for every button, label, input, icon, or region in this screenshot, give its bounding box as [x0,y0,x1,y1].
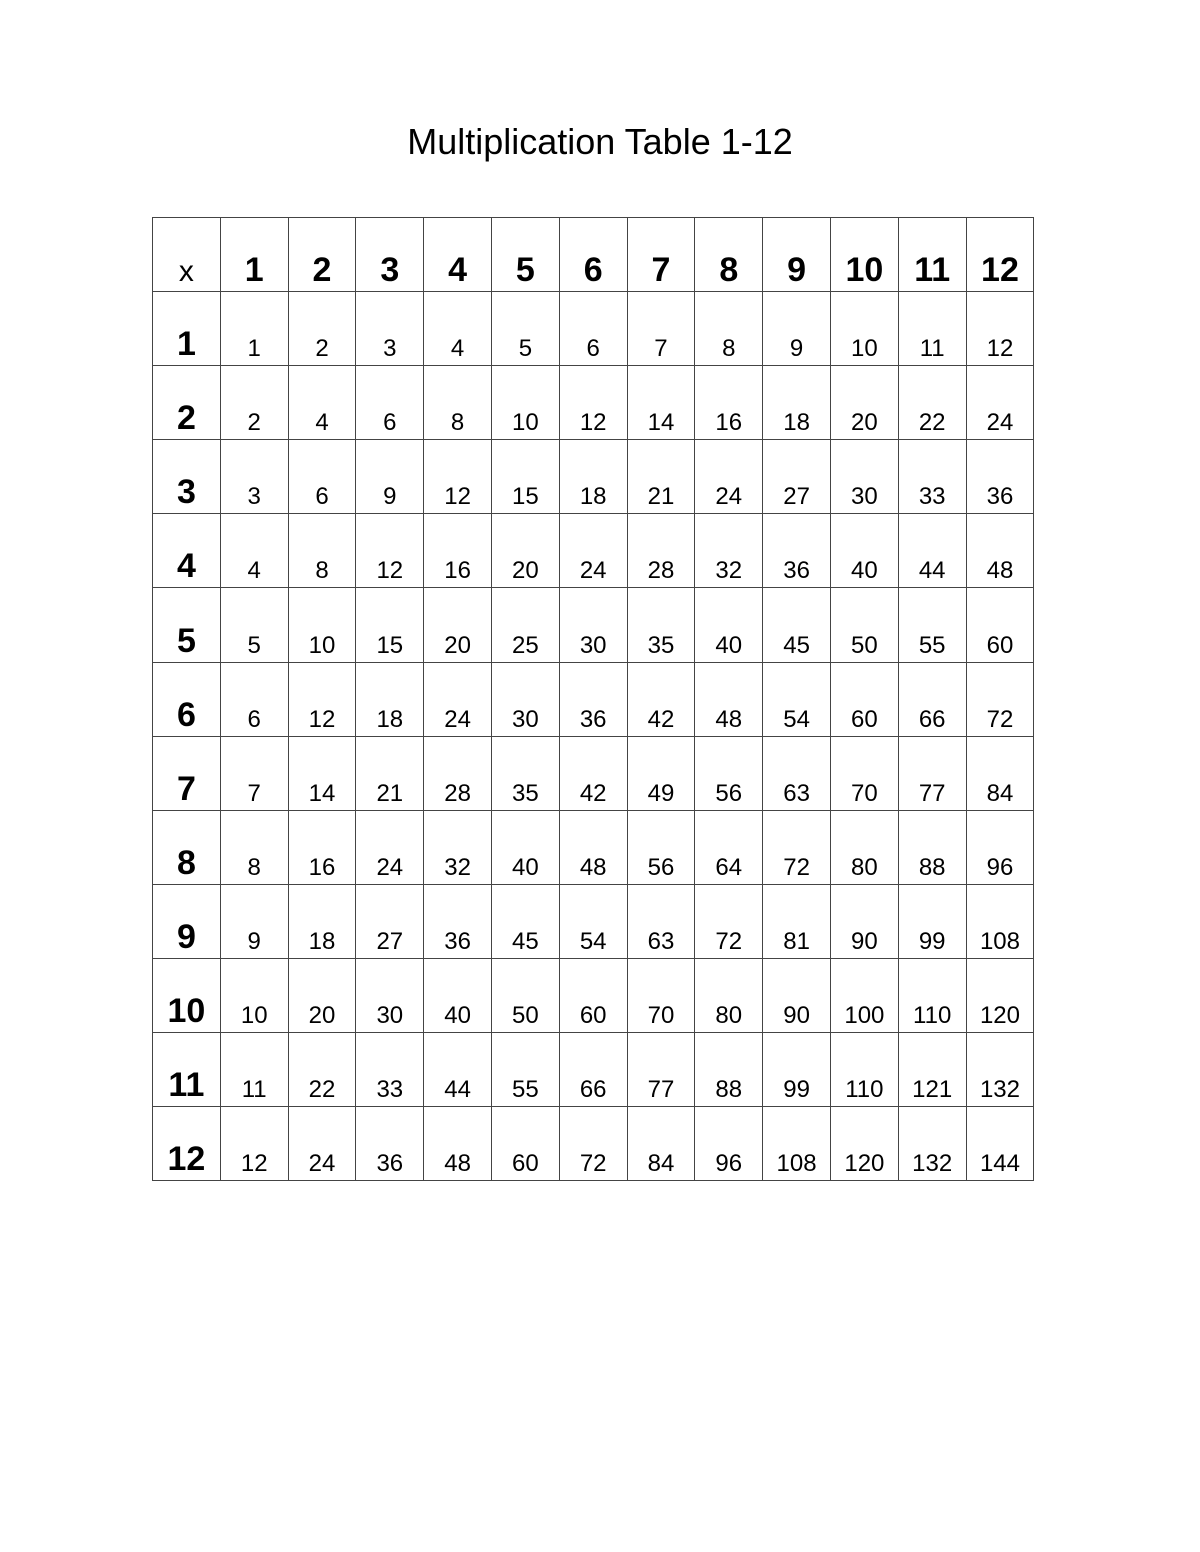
product-cell: 36 [559,662,627,736]
table-header-row [153,218,1034,292]
product-cell: 54 [559,884,627,958]
product-cell: 11 [220,1033,288,1107]
table-row [153,736,1034,810]
product-cell: 7 [220,736,288,810]
product-cell: 56 [627,810,695,884]
product-cell: 1 [220,292,288,366]
product-cell: 15 [356,588,424,662]
multiplication-table [152,217,1034,1181]
product-cell: 4 [424,292,492,366]
product-cell: 35 [491,736,559,810]
product-cell: 24 [559,514,627,588]
row-header: 7 [153,736,221,810]
column-header: 1 [220,218,288,292]
product-cell: 16 [695,366,763,440]
product-cell: 12 [424,440,492,514]
product-cell: 8 [288,514,356,588]
product-cell: 4 [220,514,288,588]
product-cell: 9 [220,884,288,958]
product-cell: 18 [763,366,831,440]
product-cell: 110 [830,1033,898,1107]
product-cell: 50 [491,958,559,1032]
product-cell: 77 [627,1033,695,1107]
product-cell: 84 [627,1107,695,1181]
product-cell: 121 [898,1033,966,1107]
product-cell: 42 [559,736,627,810]
product-cell: 108 [966,884,1034,958]
product-cell: 16 [424,514,492,588]
product-cell: 144 [966,1107,1034,1181]
table-row [153,292,1034,366]
table-row [153,366,1034,440]
product-cell: 30 [491,662,559,736]
column-header: 5 [491,218,559,292]
product-cell: 10 [491,366,559,440]
row-header: 3 [153,440,221,514]
table-row [153,662,1034,736]
product-cell: 36 [763,514,831,588]
product-cell: 10 [830,292,898,366]
product-cell: 10 [220,958,288,1032]
row-header: 2 [153,366,221,440]
product-cell: 16 [288,810,356,884]
product-cell: 60 [966,588,1034,662]
product-cell: 2 [288,292,356,366]
product-cell: 30 [559,588,627,662]
product-cell: 18 [288,884,356,958]
product-cell: 20 [830,366,898,440]
product-cell: 24 [966,366,1034,440]
product-cell: 44 [424,1033,492,1107]
column-header: 7 [627,218,695,292]
row-header: 6 [153,662,221,736]
product-cell: 55 [491,1033,559,1107]
column-header: 11 [898,218,966,292]
product-cell: 21 [627,440,695,514]
product-cell: 48 [966,514,1034,588]
row-header: 11 [153,1033,221,1107]
product-cell: 72 [966,662,1034,736]
product-cell: 42 [627,662,695,736]
product-cell: 5 [220,588,288,662]
product-cell: 60 [559,958,627,1032]
product-cell: 24 [288,1107,356,1181]
product-cell: 2 [220,366,288,440]
product-cell: 55 [898,588,966,662]
product-cell: 27 [763,440,831,514]
product-cell: 22 [288,1033,356,1107]
product-cell: 40 [695,588,763,662]
product-cell: 40 [424,958,492,1032]
product-cell: 70 [830,736,898,810]
product-cell: 48 [424,1107,492,1181]
product-cell: 100 [830,958,898,1032]
product-cell: 28 [627,514,695,588]
product-cell: 60 [491,1107,559,1181]
product-cell: 36 [356,1107,424,1181]
column-header: 2 [288,218,356,292]
product-cell: 9 [356,440,424,514]
product-cell: 120 [966,958,1034,1032]
column-header: 3 [356,218,424,292]
product-cell: 77 [898,736,966,810]
product-cell: 14 [288,736,356,810]
product-cell: 12 [966,292,1034,366]
page-title: Multiplication Table 1-12 [407,121,793,162]
table-row [153,1107,1034,1181]
product-cell: 48 [695,662,763,736]
table-row [153,1033,1034,1107]
product-cell: 22 [898,366,966,440]
product-cell: 5 [491,292,559,366]
product-cell: 72 [695,884,763,958]
row-header: 1 [153,292,221,366]
corner-cell: x [153,218,221,292]
product-cell: 32 [424,810,492,884]
product-cell: 35 [627,588,695,662]
product-cell: 50 [830,588,898,662]
product-cell: 8 [220,810,288,884]
product-cell: 21 [356,736,424,810]
table-row [153,440,1034,514]
product-cell: 32 [695,514,763,588]
row-header: 8 [153,810,221,884]
product-cell: 96 [695,1107,763,1181]
product-cell: 63 [627,884,695,958]
product-cell: 88 [695,1033,763,1107]
product-cell: 63 [763,736,831,810]
column-header: 10 [830,218,898,292]
product-cell: 54 [763,662,831,736]
product-cell: 80 [830,810,898,884]
product-cell: 36 [424,884,492,958]
product-cell: 6 [356,366,424,440]
product-cell: 20 [288,958,356,1032]
product-cell: 90 [763,958,831,1032]
product-cell: 40 [491,810,559,884]
product-cell: 24 [356,810,424,884]
product-cell: 30 [830,440,898,514]
product-cell: 81 [763,884,831,958]
product-cell: 84 [966,736,1034,810]
product-cell: 99 [898,884,966,958]
product-cell: 80 [695,958,763,1032]
product-cell: 33 [898,440,966,514]
row-header: 5 [153,588,221,662]
column-header: 4 [424,218,492,292]
product-cell: 66 [559,1033,627,1107]
product-cell: 24 [424,662,492,736]
product-cell: 60 [830,662,898,736]
product-cell: 12 [288,662,356,736]
product-cell: 72 [763,810,831,884]
table-row [153,810,1034,884]
product-cell: 9 [763,292,831,366]
product-cell: 20 [424,588,492,662]
row-header: 4 [153,514,221,588]
row-header: 9 [153,884,221,958]
product-cell: 3 [356,292,424,366]
product-cell: 90 [830,884,898,958]
row-header: 12 [153,1107,221,1181]
product-cell: 72 [559,1107,627,1181]
product-cell: 44 [898,514,966,588]
product-cell: 12 [559,366,627,440]
product-cell: 45 [763,588,831,662]
product-cell: 108 [763,1107,831,1181]
product-cell: 27 [356,884,424,958]
product-cell: 6 [559,292,627,366]
table-body [153,218,1034,1181]
table-row [153,884,1034,958]
product-cell: 18 [356,662,424,736]
product-cell: 28 [424,736,492,810]
product-cell: 30 [356,958,424,1032]
product-cell: 18 [559,440,627,514]
product-cell: 12 [356,514,424,588]
table-row [153,514,1034,588]
product-cell: 20 [491,514,559,588]
product-cell: 120 [830,1107,898,1181]
product-cell: 88 [898,810,966,884]
product-cell: 14 [627,366,695,440]
column-header: 9 [763,218,831,292]
product-cell: 11 [898,292,966,366]
product-cell: 48 [559,810,627,884]
product-cell: 110 [898,958,966,1032]
column-header: 8 [695,218,763,292]
product-cell: 40 [830,514,898,588]
product-cell: 36 [966,440,1034,514]
column-header: 6 [559,218,627,292]
product-cell: 10 [288,588,356,662]
product-cell: 8 [424,366,492,440]
product-cell: 3 [220,440,288,514]
product-cell: 132 [966,1033,1034,1107]
product-cell: 8 [695,292,763,366]
table-row [153,958,1034,1032]
row-header: 10 [153,958,221,1032]
product-cell: 33 [356,1033,424,1107]
product-cell: 15 [491,440,559,514]
product-cell: 25 [491,588,559,662]
product-cell: 99 [763,1033,831,1107]
product-cell: 66 [898,662,966,736]
product-cell: 24 [695,440,763,514]
product-cell: 4 [288,366,356,440]
product-cell: 45 [491,884,559,958]
product-cell: 96 [966,810,1034,884]
table-row [153,588,1034,662]
product-cell: 6 [288,440,356,514]
column-header: 12 [966,218,1034,292]
product-cell: 6 [220,662,288,736]
product-cell: 49 [627,736,695,810]
product-cell: 56 [695,736,763,810]
product-cell: 12 [220,1107,288,1181]
product-cell: 64 [695,810,763,884]
product-cell: 70 [627,958,695,1032]
product-cell: 132 [898,1107,966,1181]
product-cell: 7 [627,292,695,366]
